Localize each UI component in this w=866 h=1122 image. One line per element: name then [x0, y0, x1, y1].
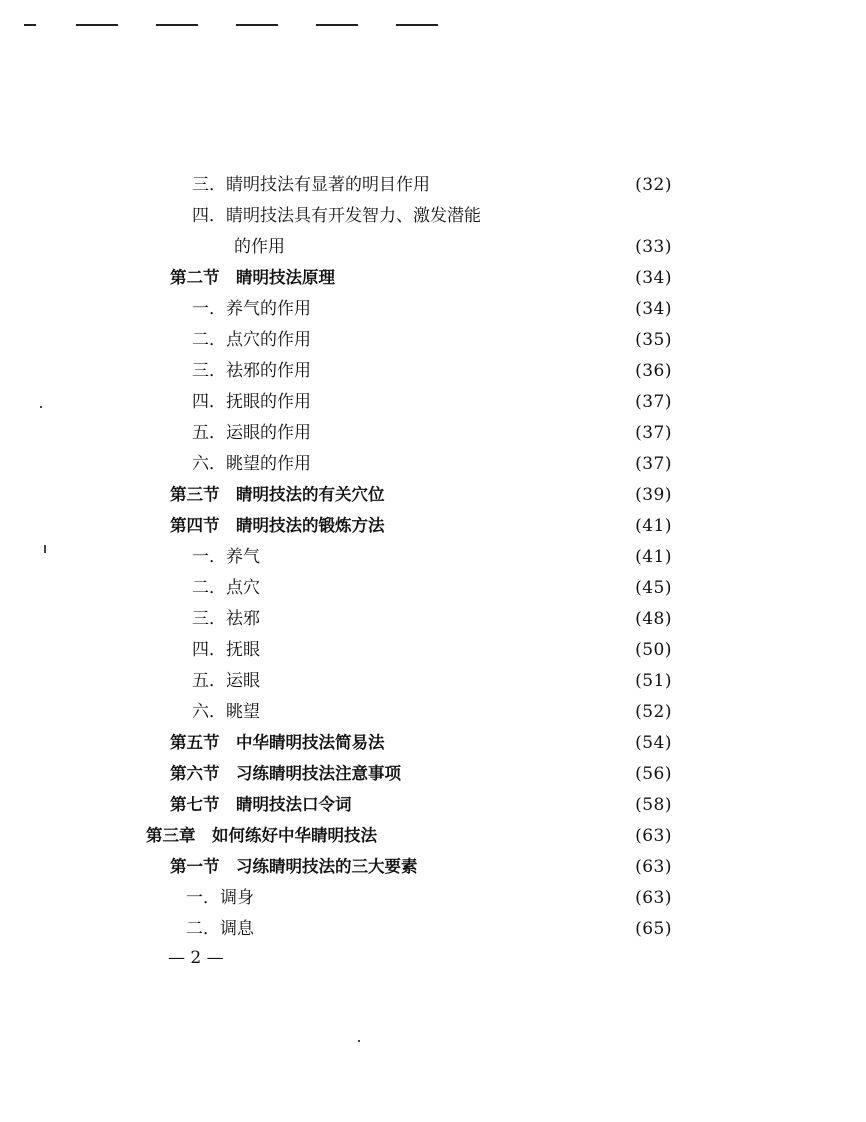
toc-entry-label: 四．抚眼的作用 [192, 392, 311, 412]
toc-entry-page: (34) [635, 299, 672, 319]
toc-entry-page: (35) [635, 330, 672, 350]
toc-entry-page: (63) [635, 826, 672, 846]
header-rule [76, 24, 118, 26]
toc-entry[interactable] [192, 573, 672, 603]
toc-entry-label: 六．眺望 [192, 702, 260, 722]
dot-leader [284, 666, 622, 696]
header-rule [396, 24, 438, 26]
toc-entry-page: (50) [635, 640, 672, 660]
toc-section-entry[interactable] [170, 852, 672, 882]
toc-entry[interactable] [192, 325, 672, 355]
toc-entry-label: 六．眺望的作用 [192, 454, 311, 474]
toc-entry[interactable] [234, 232, 672, 262]
dot-leader [398, 263, 622, 293]
header-rule [156, 24, 198, 26]
toc-entry[interactable] [192, 387, 672, 417]
toc-entry-label: 三．祛邪 [192, 609, 260, 629]
toc-entry-label: 第三节 睛明技法的有关穴位 [170, 485, 385, 504]
toc-entry-label: 五．运眼 [192, 671, 260, 691]
toc-entry-page: (51) [635, 671, 672, 691]
toc-entry-label: 第七节 睛明技法口令词 [170, 795, 352, 814]
dot-leader [358, 387, 622, 417]
dot-leader [358, 356, 622, 386]
toc-entry[interactable] [186, 914, 672, 944]
dot-leader [496, 759, 622, 789]
dot-leader [284, 697, 622, 727]
toc-entry[interactable] [192, 635, 672, 665]
toc-entry-label: 二．调息 [186, 919, 254, 939]
toc-entry[interactable] [192, 542, 672, 572]
toc-chapter-entry[interactable] [146, 821, 672, 851]
toc-entry-page: (32) [635, 175, 672, 195]
dot-leader [472, 511, 622, 541]
toc-entry-label: 第一节 习练睛明技法的三大要素 [170, 857, 418, 876]
dot-leader [284, 635, 622, 665]
toc-entry-label: 二．点穴 [192, 578, 260, 598]
dot-leader [284, 542, 622, 572]
toc-entry-label: 第六节 习练睛明技法注意事项 [170, 764, 401, 783]
dot-leader [358, 418, 622, 448]
dot-leader [468, 821, 622, 851]
toc-entry-page: (39) [635, 485, 672, 505]
toc-entry-label: 一．养气的作用 [192, 299, 311, 319]
toc-entry-page: (54) [635, 733, 672, 753]
header-rule [24, 24, 36, 26]
dot-leader [288, 883, 622, 913]
toc-entry[interactable] [192, 666, 672, 696]
toc-section-entry[interactable] [170, 728, 672, 758]
toc-entry[interactable] [192, 356, 672, 386]
toc-entry[interactable] [186, 883, 672, 913]
dot-leader [512, 852, 622, 882]
toc-entry-label: 的作用 [234, 237, 285, 257]
dot-leader [284, 604, 622, 634]
toc-entry[interactable] [192, 170, 672, 200]
toc-entry-page: (37) [635, 423, 672, 443]
toc-entry-label: 二．点穴的作用 [192, 330, 311, 350]
toc-entry-page: (37) [635, 392, 672, 412]
dot-leader [312, 232, 622, 262]
toc-entry-label: 第二节 睛明技法原理 [170, 268, 335, 287]
toc-entry-page: (63) [635, 857, 672, 877]
scan-speck [44, 545, 46, 553]
toc-entry-page: (45) [635, 578, 672, 598]
toc-entry-label: 四．抚眼 [192, 640, 260, 660]
toc-entry-label: 第三章 如何练好中华睛明技法 [146, 826, 377, 845]
page-number: — 2 — [168, 948, 224, 968]
dot-leader [358, 294, 622, 324]
toc-entry-label: 一．调身 [186, 888, 254, 908]
toc-entry-page: (34) [635, 268, 672, 288]
toc-section-entry[interactable] [170, 480, 672, 510]
toc-entry-page: (37) [635, 454, 672, 474]
toc-entry-label: 三．祛邪的作用 [192, 361, 311, 381]
toc-entry[interactable] [192, 697, 672, 727]
toc-entry-label: 五．运眼的作用 [192, 423, 311, 443]
dot-leader [288, 914, 622, 944]
toc-entry-label: 四．睛明技法具有开发智力、激发潜能 [192, 206, 481, 226]
dot-leader [284, 573, 622, 603]
toc-section-entry[interactable] [170, 511, 672, 541]
header-rule [316, 24, 358, 26]
toc-entry-page: (36) [635, 361, 672, 381]
toc-entry-page: (48) [635, 609, 672, 629]
toc-entry[interactable] [192, 604, 672, 634]
toc-section-entry[interactable] [170, 790, 672, 820]
toc-entry-label: 三．睛明技法有显著的明目作用 [192, 175, 430, 195]
scan-speck [40, 406, 42, 408]
dot-leader [358, 325, 622, 355]
toc-entry-page: (65) [635, 919, 672, 939]
dot-leader [472, 480, 622, 510]
toc-entry-page: (56) [635, 764, 672, 784]
toc-entry-page: (63) [635, 888, 672, 908]
dot-leader [426, 790, 622, 820]
toc-entry-page: (52) [635, 702, 672, 722]
toc-entry[interactable] [192, 418, 672, 448]
toc-entry-label: 第四节 睛明技法的锻炼方法 [170, 516, 385, 535]
dot-leader [510, 170, 622, 200]
toc-entry-label: 第五节 中华睛明技法简易法 [170, 733, 385, 752]
toc-entry-page: (33) [635, 237, 672, 257]
toc-entry-page: (41) [635, 547, 672, 567]
toc-entry[interactable] [192, 449, 672, 479]
toc-entry-label: 一．养气 [192, 547, 260, 567]
toc-entry[interactable] [192, 294, 672, 324]
toc-section-entry[interactable] [170, 759, 672, 789]
toc-section-entry[interactable] [170, 263, 672, 293]
scan-speck [358, 1040, 360, 1042]
toc-entry-page: (58) [635, 795, 672, 815]
dot-leader [358, 449, 622, 479]
dot-leader [472, 728, 622, 758]
toc-entry-page: (41) [635, 516, 672, 536]
header-rule [236, 24, 278, 26]
